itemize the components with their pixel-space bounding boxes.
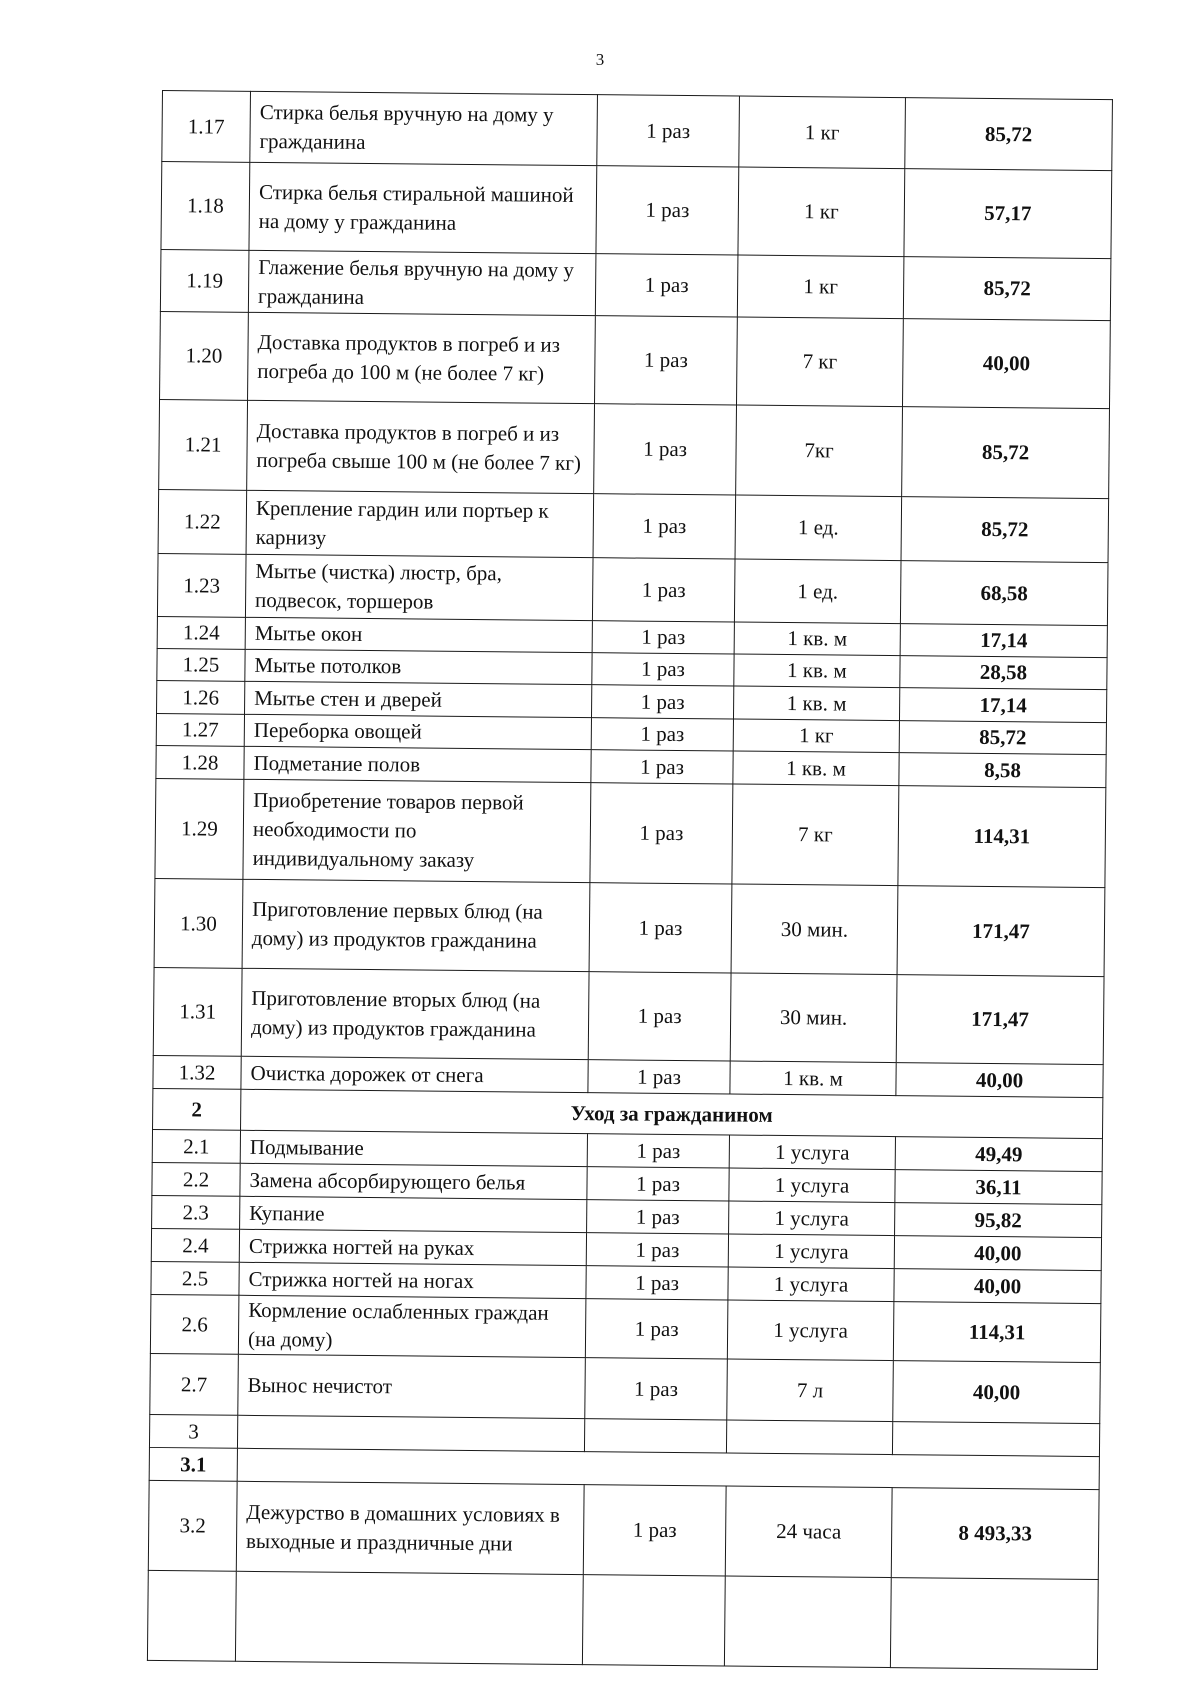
tariff-table-body xyxy=(147,91,1112,1670)
service-price: 28,58 xyxy=(900,656,1107,690)
service-frequency: 1 раз xyxy=(586,1233,728,1267)
item-number: 2.3 xyxy=(152,1195,240,1229)
service-frequency xyxy=(582,1575,725,1666)
service-unit: 1 услуга xyxy=(729,1201,895,1236)
service-name: Приобретение товаров первой необходимости по индивидуальному заказу xyxy=(243,779,591,882)
table-row xyxy=(159,399,1110,498)
service-unit: 1 кв. м xyxy=(733,686,899,721)
service-price: 49,49 xyxy=(895,1137,1102,1172)
service-name: Доставка продуктов в погреб и из погреба свыше 100 м (не более 7 кг) xyxy=(247,400,595,493)
service-name: Доставка продуктов в погреб и из погреба до 100 м (не более 7 кг) xyxy=(248,312,596,403)
item-number: 1.30 xyxy=(154,878,243,968)
service-unit: 30 мин. xyxy=(730,973,897,1063)
service-unit: 7 л xyxy=(727,1359,894,1422)
item-number: 2.2 xyxy=(152,1162,240,1196)
service-price: 8 493,33 xyxy=(891,1488,1099,1580)
service-name: Подмывание xyxy=(240,1130,587,1166)
service-frequency: 1 раз xyxy=(588,1060,730,1094)
service-name: Стрижка ногтей на ногах xyxy=(239,1262,586,1298)
service-frequency: 1 раз xyxy=(596,166,739,255)
service-price xyxy=(890,1578,1098,1670)
table-row xyxy=(160,311,1111,408)
service-name: Мытье потолков xyxy=(245,649,592,684)
service-frequency: 1 раз xyxy=(585,1299,728,1359)
service-name: Вынос нечистот xyxy=(238,1354,586,1418)
service-name: Очистка дорожек от снега xyxy=(241,1056,588,1092)
table-row xyxy=(153,967,1104,1064)
service-frequency: 1 раз xyxy=(587,1200,729,1234)
service-frequency: 1 раз xyxy=(595,316,738,405)
service-unit: 7кг xyxy=(736,405,903,497)
section-title: Уход за гражданином xyxy=(241,1089,1103,1138)
item-number: 2.4 xyxy=(151,1228,239,1262)
service-name: Мытье окон xyxy=(245,617,592,652)
item-number: 1.21 xyxy=(159,399,248,490)
item-number: 3.2 xyxy=(148,1480,237,1571)
service-price: 40,00 xyxy=(902,319,1110,409)
service-unit: 1 услуга xyxy=(728,1267,894,1302)
item-number: 2.7 xyxy=(150,1353,239,1415)
service-name: Стирка белья стиральной машиной на дому у гражданина xyxy=(249,162,597,253)
item-number: 2.5 xyxy=(151,1261,239,1295)
service-unit: 1 ед. xyxy=(735,495,902,561)
service-frequency xyxy=(584,1419,726,1453)
table-row xyxy=(150,1353,1101,1423)
table-row xyxy=(155,778,1106,887)
table-row xyxy=(158,489,1109,562)
table-row xyxy=(154,878,1105,976)
item-number: 1.26 xyxy=(157,680,245,714)
service-name: Приготовление первых блюд (на дому) из продуктов гражданина xyxy=(242,879,590,971)
item-number: 1.25 xyxy=(157,648,245,681)
service-price: 17,14 xyxy=(899,688,1106,723)
service-name: Стирка белья вручную на дому у гражданина xyxy=(250,91,598,165)
service-unit: 24 часа xyxy=(725,1486,892,1578)
service-unit: 1 услуга xyxy=(729,1168,895,1203)
service-price: 40,00 xyxy=(894,1236,1101,1271)
service-price: 171,47 xyxy=(897,886,1105,977)
tariff-table-wrapper xyxy=(147,90,1112,1670)
service-price: 85,72 xyxy=(901,497,1109,563)
service-unit: 1 кв. м xyxy=(733,751,899,786)
service-unit: 7 кг xyxy=(737,317,904,407)
service-name: Мытье (чистка) люстр, бра, подвесок, торшеров xyxy=(245,554,593,620)
service-frequency: 1 раз xyxy=(593,494,736,559)
service-price xyxy=(892,1422,1099,1457)
service-frequency: 1 раз xyxy=(595,254,738,317)
service-name xyxy=(235,1571,583,1664)
service-name xyxy=(237,1415,584,1451)
service-frequency: 1 раз xyxy=(590,783,733,884)
service-price: 114,31 xyxy=(898,786,1106,888)
service-unit: 1 услуга xyxy=(729,1135,895,1170)
item-number: 1.29 xyxy=(155,778,244,879)
service-name: Крепление гардин или портьер к карнизу xyxy=(246,490,594,557)
service-frequency: 1 раз xyxy=(592,558,735,622)
service-price: 85,72 xyxy=(905,98,1113,171)
service-unit: 1 услуга xyxy=(728,1234,894,1269)
item-number: 1.27 xyxy=(156,713,244,746)
service-name: Кормление ослабленных граждан (на дому) xyxy=(238,1295,586,1357)
section-number: 2 xyxy=(153,1088,241,1130)
service-unit: 1 кг xyxy=(737,255,904,319)
service-price: 171,47 xyxy=(896,975,1104,1065)
service-frequency: 1 раз xyxy=(591,750,733,784)
service-name: Приготовление вторых блюд (на дому) из продуктов гражданина xyxy=(241,968,589,1059)
service-frequency: 1 раз xyxy=(592,621,734,654)
service-frequency: 1 раз xyxy=(588,972,731,1061)
section-number: 3.1 xyxy=(149,1447,237,1481)
table-row xyxy=(147,1570,1098,1669)
item-number: 3 xyxy=(149,1414,237,1448)
service-frequency: 1 раз xyxy=(591,718,733,751)
service-unit: 30 мин. xyxy=(731,884,898,975)
service-unit: 1 кг xyxy=(739,96,906,169)
item-number: 2.6 xyxy=(150,1294,239,1354)
service-price: 95,82 xyxy=(895,1203,1102,1238)
item-number: 1.17 xyxy=(162,91,251,163)
service-name: Купание xyxy=(240,1196,587,1232)
service-price: 85,72 xyxy=(903,257,1111,321)
table-row xyxy=(150,1294,1101,1362)
service-price: 114,31 xyxy=(893,1302,1101,1363)
service-frequency: 1 раз xyxy=(587,1167,729,1201)
table-row xyxy=(162,91,1113,171)
table-row xyxy=(157,553,1108,625)
service-frequency: 1 раз xyxy=(589,883,732,973)
item-number: 1.18 xyxy=(161,162,250,251)
service-price: 40,00 xyxy=(896,1063,1103,1098)
service-frequency: 1 раз xyxy=(591,685,733,719)
service-unit: 1 кв. м xyxy=(734,654,900,688)
service-price: 85,72 xyxy=(902,407,1110,499)
service-name: Подметание полов xyxy=(244,746,591,782)
item-number: 1.23 xyxy=(157,553,246,617)
service-price: 68,58 xyxy=(900,561,1108,626)
table-row xyxy=(148,1480,1099,1579)
service-unit: 1 кг xyxy=(733,719,899,753)
service-frequency: 1 раз xyxy=(583,1485,726,1576)
service-price: 40,00 xyxy=(894,1269,1101,1304)
item-number: 1.24 xyxy=(157,616,245,649)
service-name: Мытье стен и дверей xyxy=(245,681,592,717)
service-price: 36,11 xyxy=(895,1170,1102,1205)
service-name: Глажение белья вручную на дому у гражданина xyxy=(248,250,596,315)
service-frequency: 1 раз xyxy=(585,1358,728,1420)
service-name: Переборка овощей xyxy=(244,714,591,749)
service-name: Замена абсорбирующего белья xyxy=(240,1163,587,1199)
service-name: Дежурство в домашних условиях в выходные и праздничные дни xyxy=(236,1481,584,1574)
service-frequency: 1 раз xyxy=(597,95,740,167)
service-price: 40,00 xyxy=(893,1361,1101,1424)
item-number: 1.31 xyxy=(153,967,242,1056)
service-frequency: 1 раз xyxy=(594,404,737,495)
service-frequency: 1 раз xyxy=(586,1266,728,1300)
service-unit xyxy=(726,1420,892,1455)
service-unit: 1 кг xyxy=(738,167,905,257)
service-frequency: 1 раз xyxy=(587,1134,729,1168)
service-price: 85,72 xyxy=(899,721,1106,755)
service-unit: 7 кг xyxy=(732,784,899,886)
service-unit xyxy=(724,1576,891,1668)
page-number: 3 xyxy=(595,50,605,69)
service-price: 57,17 xyxy=(904,169,1112,259)
item-number: 1.32 xyxy=(153,1055,241,1089)
service-name: Стрижка ногтей на руках xyxy=(239,1229,586,1265)
item-number: 1.28 xyxy=(156,745,244,779)
item-number: 1.22 xyxy=(158,489,247,554)
item-number: 1.19 xyxy=(160,249,249,312)
service-unit: 1 кв. м xyxy=(730,1061,896,1096)
service-price: 8,58 xyxy=(899,753,1106,788)
service-unit: 1 кв. м xyxy=(734,622,900,656)
item-number: 1.20 xyxy=(160,311,249,400)
service-unit: 1 услуга xyxy=(727,1300,894,1361)
table-row xyxy=(160,249,1111,320)
item-number: 2.1 xyxy=(152,1129,240,1163)
service-unit: 1 ед. xyxy=(734,559,901,624)
service-frequency: 1 раз xyxy=(592,653,734,686)
table-row xyxy=(161,162,1112,259)
service-price: 17,14 xyxy=(900,624,1107,658)
tariff-table xyxy=(147,90,1113,1670)
item-number xyxy=(147,1570,236,1661)
